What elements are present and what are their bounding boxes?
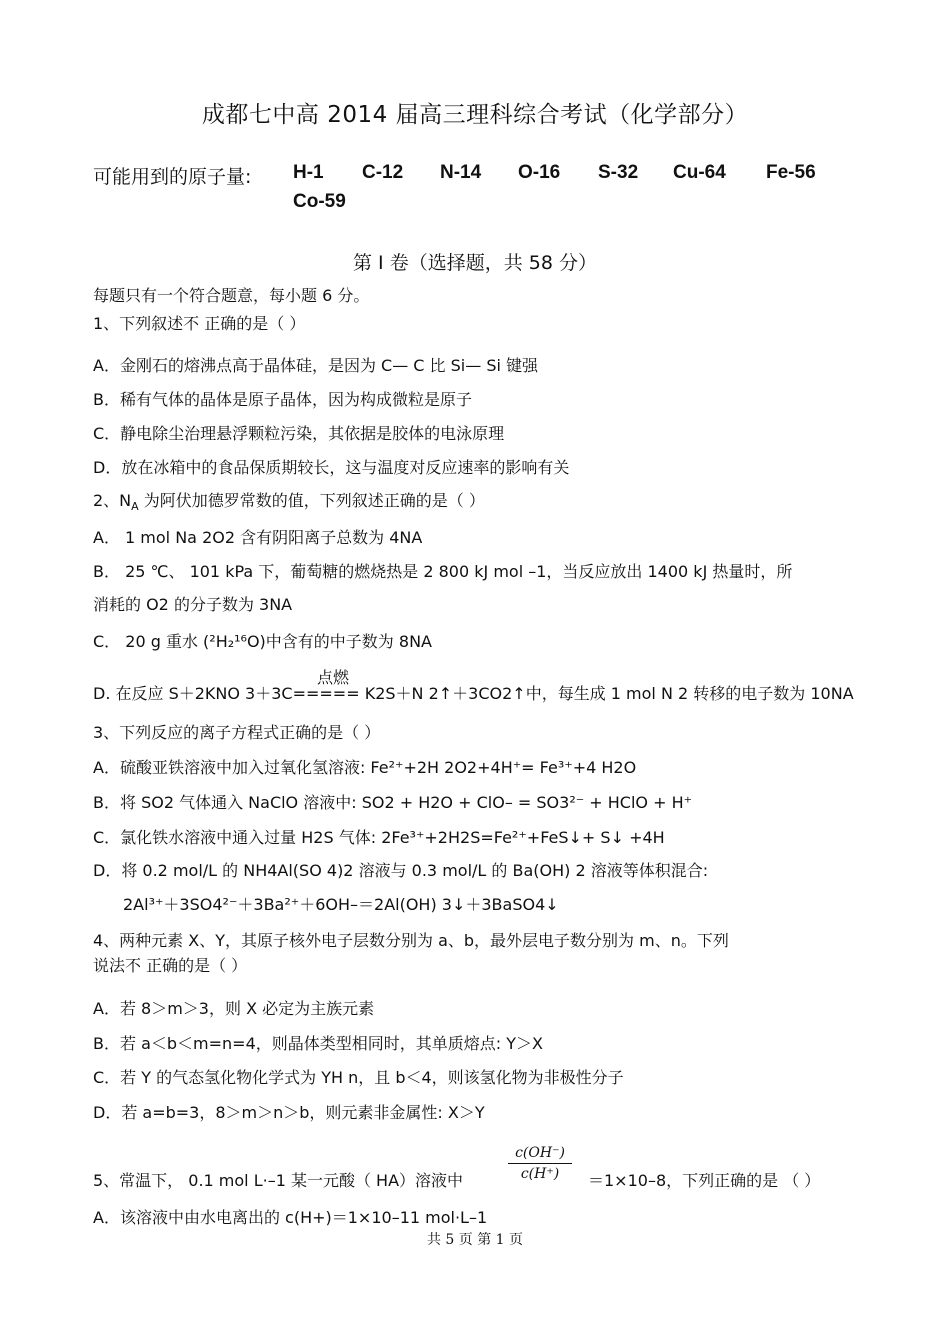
q3-option-c: C．氯化铁水溶液中通入过量 H2S 气体: 2Fe³⁺+2H2S=Fe²⁺+FeS↓+ S↓ +4H <box>93 828 665 847</box>
q3-option-d-line2: 2Al³⁺＋3SO4²⁻＋3Ba²⁺＋6OH–＝2Al(OH) 3↓＋3BaSO4↓ <box>123 895 559 914</box>
q2-option-a: A． 1 mol Na 2O2 含有阴阳离子总数为 4NA <box>93 528 423 547</box>
page-footer: 共 5 页 第 1 页 <box>426 1232 524 1248</box>
atomic-mass-cu: Cu-64 <box>673 162 726 183</box>
q3-option-d-line1: D．将 0.2 mol/L 的 NH4Al(SO 4)2 溶液与 0.3 mol/L 的 Ba(OH) 2 溶液等体积混合: <box>93 861 709 880</box>
q3-option-b: B．将 SO2 气体通入 NaClO 溶液中: SO2 + H2O + ClO– = SO3²⁻ + HClO + H⁺ <box>93 793 693 812</box>
q4-option-c: C．若 Y 的气态氢化物化学式为 YH n，且 b＜4，则该氢化物为非极性分子 <box>93 1068 624 1087</box>
q2-option-d: D. 在反应 S＋2KNO 3＋3C===== K2S＋N 2↑＋3CO2↑中，每生成 1 mol N 2 转移的电子数为 10NA <box>93 684 854 703</box>
q2-stem-rest: 为阿伏加德罗常数的值，下列叙述正确的是（ ） <box>138 491 485 510</box>
q4-stem-line2: 说法不 正确的是（ ） <box>93 956 248 975</box>
atomic-mass-s: S-32 <box>598 162 639 183</box>
q4-option-a: A．若 8＞m＞3，则 X 必定为主族元素 <box>93 999 375 1018</box>
q1-option-b: B．稀有气体的晶体是原子晶体，因为构成微粒是原子 <box>93 390 472 409</box>
q5-fraction <box>508 1145 572 1182</box>
exam-title: 成都七中高 2014 届高三理科综合考试（化学部分） <box>201 102 749 128</box>
q2-option-b-line2: 消耗的 O2 的分子数为 3NA <box>93 595 293 614</box>
q2-stem-start: 2、N <box>93 491 132 510</box>
section-title: 第 I 卷（选择题，共 58 分） <box>353 252 597 274</box>
q2-stem <box>93 491 485 514</box>
q3-option-a: A．硫酸亚铁溶液中加入过氧化氢溶液: Fe²⁺+2H 2O2+4H⁺= Fe³⁺+4 H2O <box>93 758 637 777</box>
q1-option-a: A．金刚石的熔沸点高于晶体硅，是因为 C— C 比 Si— Si 键强 <box>93 356 539 375</box>
q1-stem: 1、下列叙述不 正确的是（ ） <box>93 314 306 333</box>
q1-option-d: D．放在冰箱中的食品保质期较长，这与温度对反应速率的影响有关 <box>93 458 570 477</box>
atomic-mass-c: C-12 <box>362 162 404 183</box>
q2-stem-subscript: A <box>131 500 139 514</box>
atomic-mass-fe: Fe-56 <box>766 162 816 183</box>
atomic-mass-n: N-14 <box>440 162 482 183</box>
q5-stem-start: 5、常温下， 0.1 mol L·–1 某一元酸（ HA）溶液中 <box>93 1171 464 1190</box>
q2-reaction-condition: 点燃 <box>317 668 350 687</box>
atomic-mass-o: O-16 <box>518 162 561 183</box>
q2-option-c: C． 20 g 重水 (²H₂¹⁶O)中含有的中子数为 8NA <box>93 632 432 651</box>
q4-option-b: B．若 a＜b＜m=n=4，则晶体类型相同时，其单质熔点: Y＞X <box>93 1034 543 1053</box>
q3-stem: 3、下列反应的离子方程式正确的是（ ） <box>93 723 381 742</box>
atomic-mass-h: H-1 <box>293 162 324 183</box>
q1-option-c: C．静电除尘治理悬浮颗粒污染，其依据是胶体的电泳原理 <box>93 424 505 443</box>
q2-option-b-line1: B． 25 ℃、 101 kPa 下，葡萄糖的燃烧热是 2 800 kJ mol –1，当反应放出 1400 kJ 热量时，所 <box>93 562 793 581</box>
q5-option-a: A．该溶液中由水电离出的 c(H+)＝1×10–11 mol·L–1 <box>93 1208 488 1227</box>
instructions: 每题只有一个符合题意，每小题 6 分。 <box>93 286 370 305</box>
atomic-mass-co: Co-59 <box>293 191 346 212</box>
q4-option-d: D．若 a=b=3，8＞m＞n＞b，则元素非金属性: X＞Y <box>93 1103 485 1122</box>
q5-fraction-numerator: c(OH⁻) <box>508 1145 572 1164</box>
q5-fraction-denominator: c(H⁺) <box>520 1166 560 1182</box>
q4-stem-line1: 4、两种元素 X、Y，其原子核外电子层数分别为 a、b，最外层电子数分别为 m、n。下列 <box>93 931 729 950</box>
atomic-mass-label: 可能用到的原子量: <box>93 166 252 188</box>
q5-stem-end: ＝1×10–8，下列正确的是 （ ） <box>588 1171 821 1190</box>
